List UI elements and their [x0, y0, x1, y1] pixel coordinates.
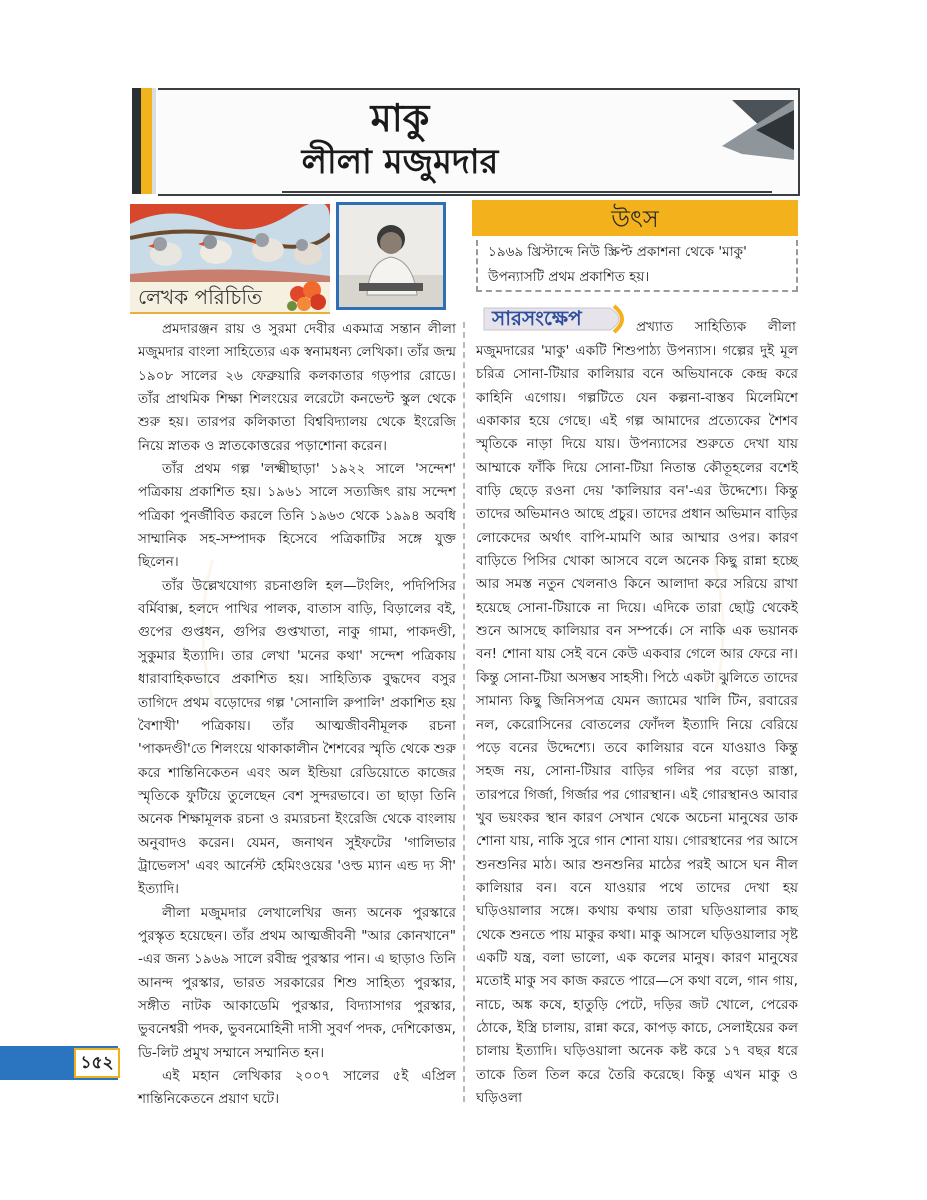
source-heading-bar — [472, 200, 798, 236]
column-divider — [463, 322, 465, 1102]
author-intro-text — [138, 318, 456, 1112]
author-intro-paragraph: লীলা মজুমদার লেখালেখির জন্য অনেক পুরস্কারে পুরস্কৃত হয়েছেন। তাঁর প্রথম আত্মজীবনী "আর কোনখানে" -এর জন্য ১৯৬৯ সালে রবীন্দ্র পুরস্কার পান। এ ছাড়াও তিনি আনন্দ পুরস্কার, ভারত সরকারের শিশু সাহিত্য পুরস্কার, সঙ্গীত নাটক আকাডেমি পুরস্কার, বিদ্যাসাগর পুরস্কার, ভুবনেশ্বরী পদক, ভুবনমোহিনী দাসী সুবর্ণ পদক, দেশিকোত্তম, ডি-লিট প্রমুখ সম্মানে সম্মানিত হন। — [138, 904, 456, 1061]
summary-label: সারসংক্ষেপ — [492, 306, 582, 330]
author-intro-paragraph: প্রমদারঞ্জন রায় ও সুরমা দেবীর একমাত্র সন্তান লীলা মজুমদার বাংলা সাহিত্যের এক স্বনামধন্য লেখিকা। তাঁর জন্ম ১৯০৮ সালের ২৬ ফেব্রুয়ারি কলকাতার গড়পার রোডে। তাঁর প্রাথমিক শিক্ষা শিলংয়ের লরেটো কনভেন্ট স্কুল থেকে শুরু হয়। তারপর কলিকাতা বিশ্ববিদ্যালয় থেকে ইংরেজি নিয়ে স্নাতক ও স্নাতকোত্তরের পড়াশোনা করেন। — [138, 321, 456, 454]
flower-icon — [284, 278, 330, 312]
summary-text: মজুমদারের 'মাকু' একটি শিশুপাঠ্য উপন্যাস। গল্পের দুই মূল চরিত্র সোনা-টিয়ার কালিয়ার বনে অভিযানকে কেন্দ্র করে কাহিনি এগোয়। গল্পটিতে যেন কল্পনা-বাস্তব মিলেমিশে একাকার হয়ে গেছে। এই গল্প আমাদের প্রত্যেকের শৈশব স্মৃতিকে নাড়া দিয়ে যায়। উপন্যাসের শুরুতে দেখা যায় আম্মাকে ফাঁকি দিয়ে সোনা-টিয়া নিতান্ত কৌতূহলের বশেই বাড়ি ছেড়ে রওনা দেয় 'কালিয়ার বন'-এর উদ্দেশ্যে। কিন্তু তাদের অভিমানও আছে প্রচুর। তাদের প্রধান অভিমান বাড়ির লোকেদের অর্থাৎ বাপি-মামণি আর আম্মার ওপর। কারণ বাড়িতে পিসির খোকা আসবে বলে অনেক কিছু রান্না হচ্ছে আর সমস্ত নতুন খেলনাও কিনে আলাদা করে সরিয়ে রাখা হয়েছে সোনা-টিয়াকে না দিয়ে। এদিকে তারা ছোট্ট থেকেই শুনে আসছে কালিয়ার বন সম্পর্কে। সে নাকি এক ভয়ানক বন! শোনা যায় সেই বনে কেউ একবার গেলে আর ফেরে না। কিন্তু সোনা-টিয়া অসম্ভব সাহসী। পিঠে একটা ঝুলিতে তাদের সামান্য কিছু জিনিসপত্র যেমন জ্যামের খালি টিন, রবারের নল, কেরোসিনের বোতলের ফোঁদল ইত্যাদি নিয়ে বেরিয়ে পড়ে বনের উদ্দেশ্যে। তবে কালিয়ার বনে যাওয়াও কিন্তু সহজ নয়, সোনা-টিয়ার বাড়ির গলির পর বড়ো রাস্তা, তারপরে গির্জা, গির্জার পর গোরস্থান। এই গোরস্থানও আবার খুব ভয়ংকর স্থান কারণ সেখান থেকে অচেনা মানুষের ডাক শোনা যায়, নাকি সুরে গান শোনা যায়। গোরস্থানের পর আসে শুনশুনির মাঠ। আর শুনশুনির মাঠের পরই আসে ঘন নীল কালিয়ার বন। বনে যাওয়ার পথে তাদের দেখা হয় ঘড়িওয়ালার সঙ্গে। কথায় কথায় তারা ঘড়িওয়ালার কাছ থেকে শুনতে পায় মাকুর কথা। মাকু আসলে ঘড়িওয়ালার সৃষ্ট একটি যন্ত্র, বলা ভালো, এক কলের মানুষ। কারণ মানুষের মতোই মাকু সব কাজ করতে পারে—সে কথা বলে, গান গায়, নাচে, অঙ্ক কষে, হাতুড়ি পেটে, দড়ির জট খোলে, পেরেক ঠোকে, ইস্ত্রি চালায়, রান্না করে, কাপড় কাচে, সেলাইয়ের কল চালায় ইত্যাদি। ঘড়িওয়ালা অনেক কষ্ট করে ১৭ বছর ধরে তাকে তিল তিল করে তৈরি করেছে। কিন্তু এখন মাকু ও ঘড়িওলা — [476, 343, 798, 1106]
author-intro-paragraph: তাঁর প্রথম গল্প 'লক্ষ্মীছাড়া' ১৯২২ সালে 'সন্দেশ' পত্রিকায় প্রকাশিত হয়। ১৯৬১ সালে সত্যজিৎ রায় সন্দেশ পত্রিকা পুনর্জীবিত করলে তিনি ১৯৬৩ থেকে ১৯৯৪ অবধি সাম্মানিক সহ-সম্পাদক হিসেবে পত্রিকাটির সঙ্গে যুক্ত ছিলেন। — [138, 461, 456, 571]
author-photo — [336, 202, 446, 310]
author-intro-paragraph: এই মহান লেখিকার ২০০৭ সালের ৫ই এপ্রিল শান্তিনিকেতনে প্রয়াণ ঘটে। — [138, 1068, 456, 1108]
author-portrait-graphic — [339, 205, 443, 307]
page-number: ১৫২ — [74, 1048, 120, 1078]
page-title: মাকু — [370, 95, 430, 140]
birds-photo — [130, 204, 330, 284]
author-intro-paragraph: তাঁর উল্লেখযোগ্য রচনাগুলি হল—টংলিং, পদিপিসির বর্মিবাক্স, হলদে পাখির পালক, বাতাস বাড়ি, বিড়ালের বই, গুপের গুপ্তধন, গুপির গুপ্তখাতা, নাকু গামা, পাকদণ্ডী, সুকুমার ইত্যাদি। তার লেখা 'মনের কথা' সন্দেশ পত্রিকায় ধারাবাহিকভাবে প্রকাশিত হয়। সাহিত্যিক বুদ্ধদেব বসুর তাগিদে প্রথম বড়োদের গল্প 'সোনালি রুপালি' প্রকাশিত হয় বৈশাখী' পত্রিকায়। তাঁর আত্মজীবনীমূলক রচনা 'পাকদণ্ডী'তে শিলংয়ে থাকাকালীন শৈশবের স্মৃতি থেকে শুরু করে শান্তিনিকেতন এবং অল ইন্ডিয়া রেডিয়োতে কাজের স্মৃতিকে ফুটিয়ে তুলেছেন বেশ সুন্দরভাবে। তা ছাড়া তিনি অনেক শিক্ষামূলক রচনা ও রম্যরচনা ইংরেজি থেকে বাংলায় অনুবাদও করেন। যেমন, জনাথন সুইফটের 'গালিভার ট্রাভেলস' এবং আর্নেস্ট হেমিংওয়ের 'ওল্ড ম্যান এন্ড দ্য সী' ইত্যাদি। — [138, 577, 456, 898]
source-text: ১৯৬৯ খ্রিস্টাব্দে নিউ স্ক্রিপ্ট প্রকাশনা থেকে 'মাকু' উপন্যাসটি প্রথম প্রকাশিত হয়। — [488, 244, 747, 285]
summary-first-line: প্রখ্যাত সাহিত্যিক লীলা — [636, 319, 796, 335]
source-heading: উৎস — [611, 205, 659, 233]
author-name-title: লীলা মজুমদার — [301, 142, 499, 182]
author-intro-label: লেখক পরিচিতি — [138, 285, 263, 309]
